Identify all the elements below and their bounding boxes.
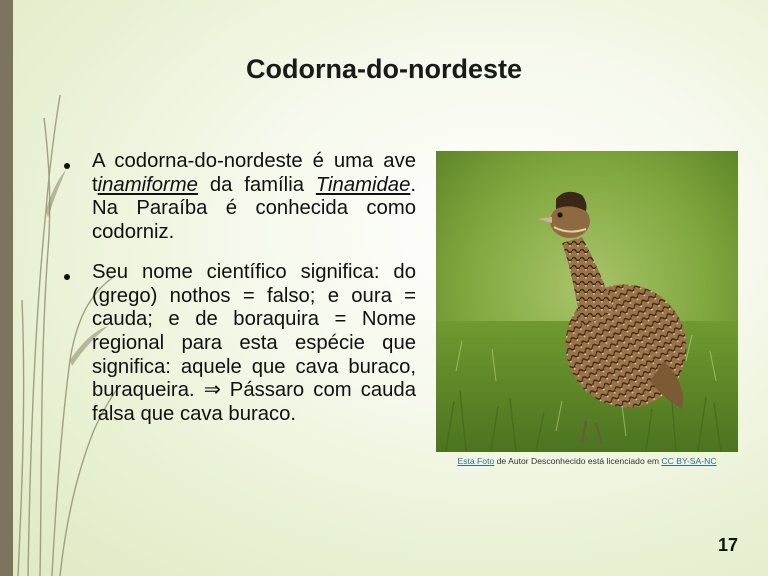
bullet-item-2 (60, 261, 416, 427)
bullet-dot-icon (64, 274, 70, 280)
bullet-1-text-part5: . Na Paraíba é conhecida como codorniz. (92, 173, 416, 244)
license-link[interactable]: CC BY-SA-NC (661, 456, 717, 466)
photo-credit (436, 456, 738, 466)
bullet-item-1 (60, 150, 416, 245)
bullet-dot-icon (64, 163, 70, 169)
page-number: 17 (717, 535, 738, 555)
bullet-2-text: Seu nome científico significa: do (grego) nothos = falso; e oura = cauda; e de boraquira = Nome regional para esta espécie que significa: aquele que cava buraco, buraqueira. ⇒ Pássaro com cauda falsa que cava buraco. (92, 260, 416, 426)
bullet-1-term-tinamidae: Tinamidae (315, 173, 411, 196)
photo-source-link[interactable]: Esta Foto (457, 456, 495, 466)
slide-title: Codorna-do-nordeste (246, 54, 522, 84)
photo-credit-text: de Autor Desconhecido está licenciado em (494, 456, 662, 466)
bullet-1-text-part3: da família (197, 173, 316, 196)
quail-photo (436, 151, 738, 452)
quail-photo-illustration (436, 151, 738, 452)
bullet-1-term-tinamiforme: inamiforme (97, 173, 198, 196)
bullet-list (60, 150, 416, 443)
bullet-1-text-part1: A codorna-do-nordeste é uma ave t (92, 150, 416, 196)
